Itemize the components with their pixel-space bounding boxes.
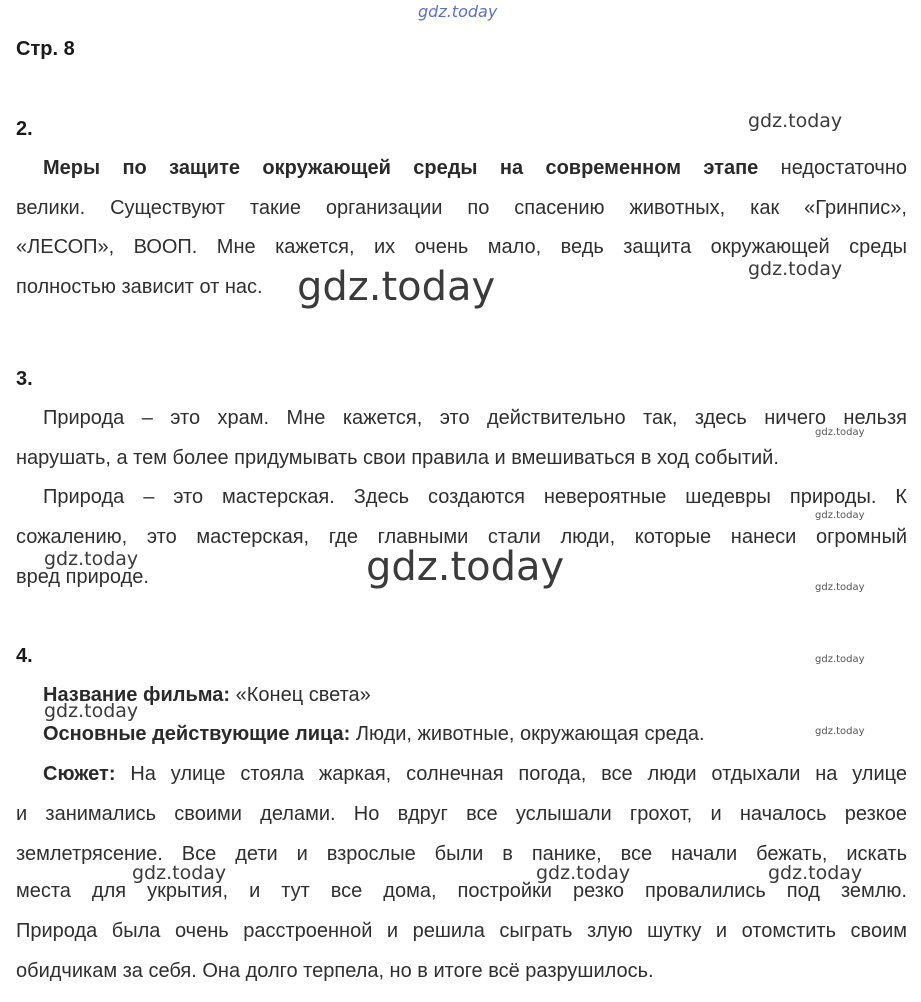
watermark-small: gdz.today bbox=[815, 510, 865, 521]
task-3-p1-line-2: нарушать, а тем более придумывать свои правила и вмешиваться в ход событий. bbox=[16, 447, 779, 469]
task-4-plot-line-6: обидчикам за себя. Она долго терпела, но в итоге всё разрушилось. bbox=[16, 960, 654, 982]
watermark: gdz.today bbox=[132, 862, 227, 884]
watermark-large: gdz.today bbox=[366, 544, 565, 590]
watermark: gdz.today bbox=[44, 548, 139, 570]
watermark-top: gdz.today bbox=[418, 2, 498, 21]
plot-label: Сюжет: bbox=[43, 763, 116, 785]
page-label: Стр. 8 bbox=[16, 38, 75, 60]
characters-value: Люди, животные, окружающая среда. bbox=[350, 723, 705, 745]
plot-line-1-text: На улице стояла жаркая, солнечная погода, все люди отдыхали на улице bbox=[115, 763, 907, 785]
watermark: gdz.today bbox=[748, 258, 843, 280]
task-2-line-3: «ЛЕСОП», ВООП. Мне кажется, их очень мало, ведь защита окружающей среды bbox=[16, 236, 907, 258]
task-4-plot-line-5: Природа была очень расстроенной и решила сыграть злую шутку и отомстить своим bbox=[16, 920, 907, 942]
task-4-plot-line-3: землетрясение. Все дети и взрослые были в панике, все начали бежать, искать bbox=[16, 843, 907, 865]
film-value: «Конец света» bbox=[230, 684, 371, 706]
task-2-line-4: полностью зависит от нас. bbox=[16, 276, 263, 298]
characters-label: Основные действующие лица: bbox=[43, 723, 351, 745]
task-3-p1-line-1: Природа – это храм. Мне кажется, это действительно так, здесь ничего нельзя bbox=[43, 407, 907, 429]
film-label: Название фильма: bbox=[43, 684, 231, 706]
task-3-p2-line-1: Природа – это мастерская. Здесь создаются невероятные шедевры природы. К bbox=[43, 486, 907, 508]
watermark-small: gdz.today bbox=[815, 427, 865, 438]
watermark-small: gdz.today bbox=[815, 582, 865, 593]
task-3-p2-line-2: сожалению, это мастерская, где главными стали люди, которые нанеси огромный bbox=[16, 526, 907, 548]
watermark: gdz.today bbox=[748, 110, 843, 132]
task-2-line-1 bbox=[43, 156, 907, 180]
task-4-plot-line-2: и занимались своими делами. Но вдруг все услышали грохот, и началось резкое bbox=[16, 803, 907, 825]
task-2-line-1-rest: недостаточно bbox=[758, 157, 907, 179]
watermark: gdz.today bbox=[536, 862, 631, 884]
task-3-p2-line-3: вред природе. bbox=[16, 566, 149, 588]
watermark-large: gdz.today bbox=[297, 264, 496, 310]
watermark-small: gdz.today bbox=[815, 726, 865, 737]
watermark: gdz.today bbox=[44, 700, 139, 722]
task-4-number: 4. bbox=[16, 645, 33, 667]
task-3-number: 3. bbox=[16, 368, 33, 390]
watermark-small: gdz.today bbox=[815, 654, 865, 665]
task-2-bold-lead: Меры по защите окружающей среды на современном этапе bbox=[43, 157, 759, 179]
task-4-plot-line-4: места для укрытия, и тут все дома, постройки резко провалились под землю. bbox=[16, 880, 907, 902]
watermark: gdz.today bbox=[768, 862, 863, 884]
task-4-characters-line bbox=[43, 722, 907, 746]
task-2-number: 2. bbox=[16, 118, 33, 140]
task-2-line-2: велики. Существуют такие организации по спасению животных, как «Гринпис», bbox=[16, 197, 907, 219]
task-4-plot-line-1 bbox=[43, 762, 907, 786]
task-4-film-line bbox=[43, 683, 907, 707]
